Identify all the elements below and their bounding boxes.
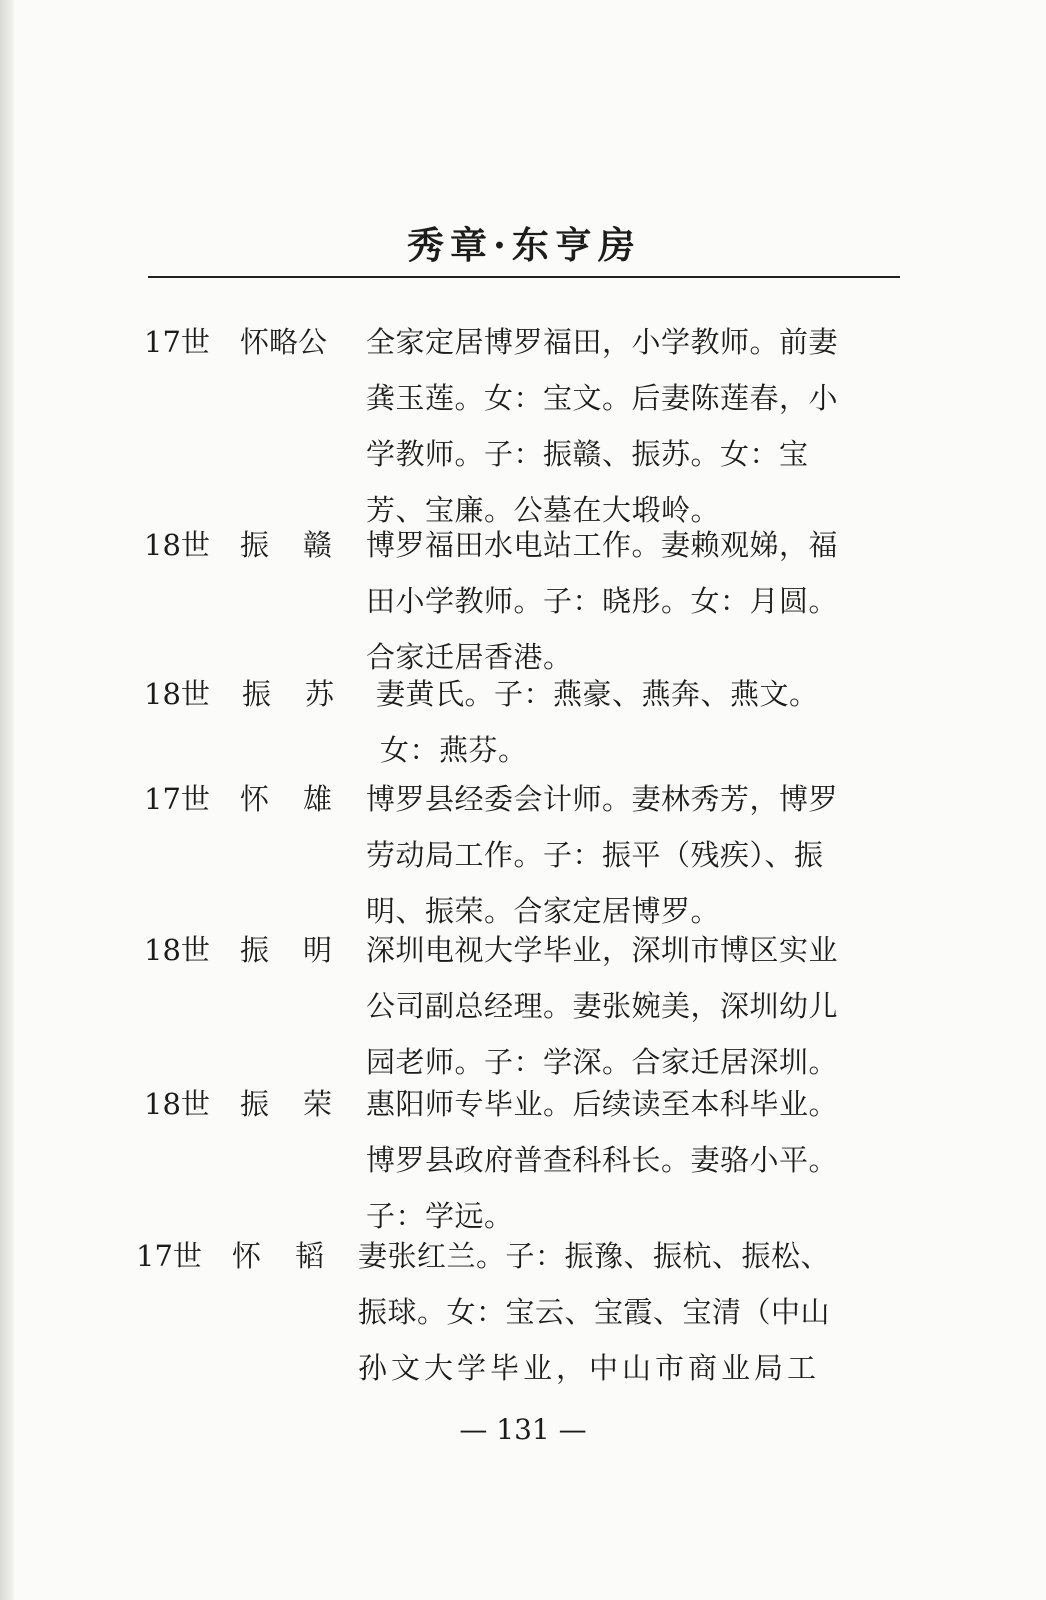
person-name [240, 1076, 332, 1132]
running-header [148, 220, 900, 276]
generation-label: 18世 [144, 933, 210, 967]
running-header-title: 秀章·东亨房 [407, 223, 641, 267]
person-name: 怀略公 [240, 325, 328, 359]
person-name-char: 荣 [302, 1087, 332, 1121]
person-name [232, 1228, 324, 1284]
entry-text [366, 1076, 1046, 1244]
entry-line: 明、振荣。合家定居博罗。 [366, 894, 721, 928]
entry-text [366, 922, 1046, 1090]
person-name-char: 怀 [240, 782, 270, 816]
entry-line: 惠阳师专毕业。后续读至本科毕业。 [366, 1087, 839, 1121]
generation-label: 18世 [144, 677, 210, 711]
person-name-char: 振 [240, 528, 270, 562]
entry-line: 合家迁居香港。 [366, 640, 573, 674]
person-name [240, 517, 332, 573]
generation-label: 17世 [144, 325, 210, 359]
entry-line: 全家定居博罗福田，小学教师。前妻 [366, 325, 839, 359]
person-name-char: 赣 [302, 528, 332, 562]
entry-text [366, 771, 1046, 939]
person-name-char: 韬 [294, 1239, 324, 1273]
entry-line: 振球。女：宝云、宝霞、宝清（中山 [358, 1295, 831, 1329]
generation-label: 17世 [144, 782, 210, 816]
generation-label: 17世 [136, 1239, 202, 1273]
page-edge-shadow [0, 0, 14, 1600]
entry-line: 博罗福田水电站工作。妻赖观娣，福 [366, 528, 839, 562]
entry-line: 深圳电视大学毕业，深圳市博区实业 [366, 933, 839, 967]
entry-text [366, 517, 1046, 685]
person-name-char: 明 [302, 933, 332, 967]
entry-line: 博罗县政府普查科科长。妻骆小平。 [366, 1143, 839, 1177]
entry-text [376, 666, 1046, 778]
entry-line: 女：燕芬。 [380, 733, 528, 767]
entry-line: 公司副总经理。妻张婉美，深圳幼儿 [366, 989, 839, 1023]
person-name-char: 振 [242, 677, 272, 711]
entry-line: 田小学教师。子：晓彤。女：月圆。 [366, 584, 839, 618]
generation-label: 18世 [144, 1087, 210, 1121]
header-rule [148, 276, 900, 278]
entry-line: 学教师。子：振赣、振苏。女：宝 [366, 437, 809, 471]
person-name-char: 振 [240, 933, 270, 967]
entry-text [358, 1228, 1038, 1396]
person-name-char: 振 [240, 1087, 270, 1121]
person-name [240, 771, 332, 827]
generation-label: 18世 [144, 528, 210, 562]
entry-text [366, 314, 1046, 538]
person-name [242, 666, 334, 722]
entry-line: 孙文大学毕业，中山市商业局工 [358, 1351, 821, 1385]
person-name-char: 怀 [232, 1239, 262, 1273]
person-name-char: 雄 [302, 782, 332, 816]
page-number: — 131 — [459, 1413, 587, 1446]
entry-line: 妻黄氏。子：燕豪、燕奔、燕文。 [376, 677, 819, 711]
entry-line: 妻张红兰。子：振豫、振杭、振松、 [358, 1239, 831, 1273]
entry-line: 博罗县经委会计师。妻林秀芳，博罗 [366, 782, 839, 816]
entry-line: 子：学远。 [366, 1199, 514, 1233]
person-name [240, 922, 332, 978]
entry-line: 芳、宝廉。公墓在大塅岭。 [366, 493, 721, 527]
entry-line: 龚玉莲。女：宝文。后妻陈莲春，小 [366, 381, 839, 415]
entry-line: 劳动局工作。子：振平（残疾）、振 [366, 838, 824, 872]
person-name-char: 苏 [304, 677, 334, 711]
entry-line: 园老师。子：学深。合家迁居深圳。 [366, 1045, 839, 1079]
